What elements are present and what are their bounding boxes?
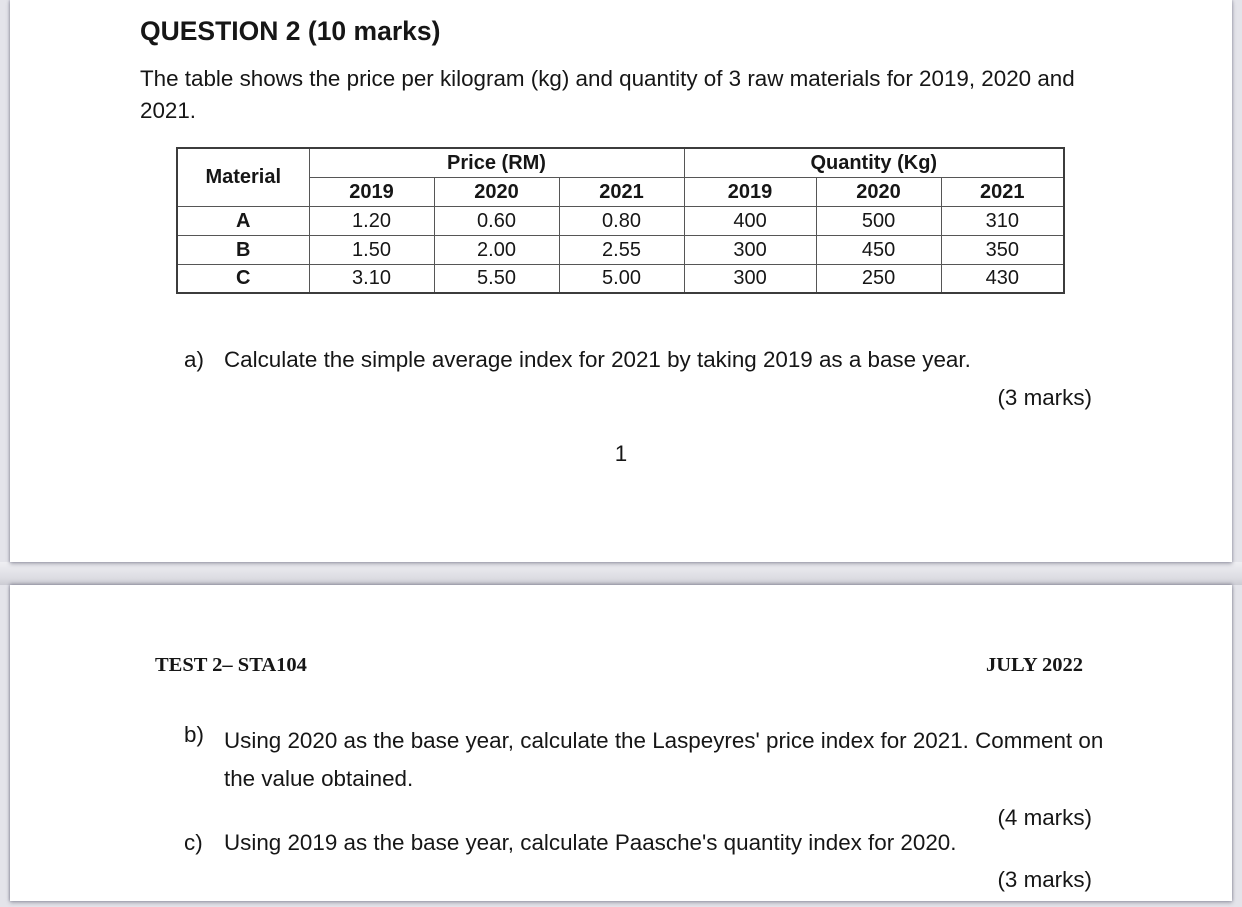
question-a-text: Calculate the simple average index for 2021 by taking 2019 as a base year. xyxy=(224,347,971,372)
table-year-header-row xyxy=(177,177,1064,206)
table-cell: 2.00 xyxy=(434,235,559,264)
question-b-label: b) xyxy=(184,722,204,747)
table-cell: 2.55 xyxy=(559,235,684,264)
table-cell: 350 xyxy=(941,235,1064,264)
table-cell: 250 xyxy=(816,264,941,293)
page-gap xyxy=(0,562,1242,585)
table-cell-material: C xyxy=(177,264,309,293)
question-c xyxy=(184,828,956,858)
exam-date-label: JULY 2022 xyxy=(985,654,1083,676)
table-cell: 300 xyxy=(684,264,816,293)
question-heading: QUESTION 2 (10 marks) xyxy=(140,16,441,46)
document-page-1 xyxy=(10,0,1232,562)
table-cell: 0.80 xyxy=(559,206,684,235)
table-cell: 1.20 xyxy=(309,206,434,235)
table-cell-material: B xyxy=(177,235,309,264)
table-header-material: Material xyxy=(177,148,309,206)
document-page-2 xyxy=(10,585,1232,901)
table-cell: 5.50 xyxy=(434,264,559,293)
question-a-marks: (3 marks) xyxy=(997,385,1092,410)
table-header-quantity-2019: 2019 xyxy=(684,177,816,206)
table-header-price-2020: 2020 xyxy=(434,177,559,206)
table-header-price-2021: 2021 xyxy=(559,177,684,206)
question-a-label: a) xyxy=(184,347,204,372)
page-2-running-header xyxy=(155,652,1083,678)
table-cell: 0.60 xyxy=(434,206,559,235)
question-c-marks: (3 marks) xyxy=(997,867,1092,892)
question-b-text: Using 2020 as the base year, calculate the Laspeyres' price index for 2021. Comment on the value obtained. xyxy=(224,728,1104,791)
question-a xyxy=(184,345,971,375)
table-cell: 1.50 xyxy=(309,235,434,264)
table-cell: 310 xyxy=(941,206,1064,235)
table-cell-material: A xyxy=(177,206,309,235)
question-b xyxy=(184,722,1116,798)
price-quantity-table xyxy=(176,147,1065,294)
table-row-material-b xyxy=(177,235,1064,264)
table-header-price-2019: 2019 xyxy=(309,177,434,206)
table-cell: 450 xyxy=(816,235,941,264)
table-cell: 430 xyxy=(941,264,1064,293)
table-header-quantity-2020: 2020 xyxy=(816,177,941,206)
question-c-label: c) xyxy=(184,830,203,855)
table-cell: 500 xyxy=(816,206,941,235)
table-cell: 5.00 xyxy=(559,264,684,293)
table-cell: 300 xyxy=(684,235,816,264)
table-header-price-group: Price (RM) xyxy=(309,148,684,177)
table-row-material-c xyxy=(177,264,1064,293)
test-code-label: TEST 2– STA104 xyxy=(155,654,307,676)
table-header-quantity-group: Quantity (Kg) xyxy=(684,148,1064,177)
question-intro-paragraph: The table shows the price per kilogram (kg) and quantity of 3 raw materials for 2019, 2020 and 2021. xyxy=(140,66,1075,123)
table-group-header-row xyxy=(177,148,1064,177)
table-header-quantity-2021: 2021 xyxy=(941,177,1064,206)
table-cell: 3.10 xyxy=(309,264,434,293)
page-number: 1 xyxy=(614,441,628,466)
table-row-material-a xyxy=(177,206,1064,235)
question-c-text: Using 2019 as the base year, calculate Paasche's quantity index for 2020. xyxy=(224,830,957,855)
question-b-marks: (4 marks) xyxy=(997,805,1092,830)
table-cell: 400 xyxy=(684,206,816,235)
